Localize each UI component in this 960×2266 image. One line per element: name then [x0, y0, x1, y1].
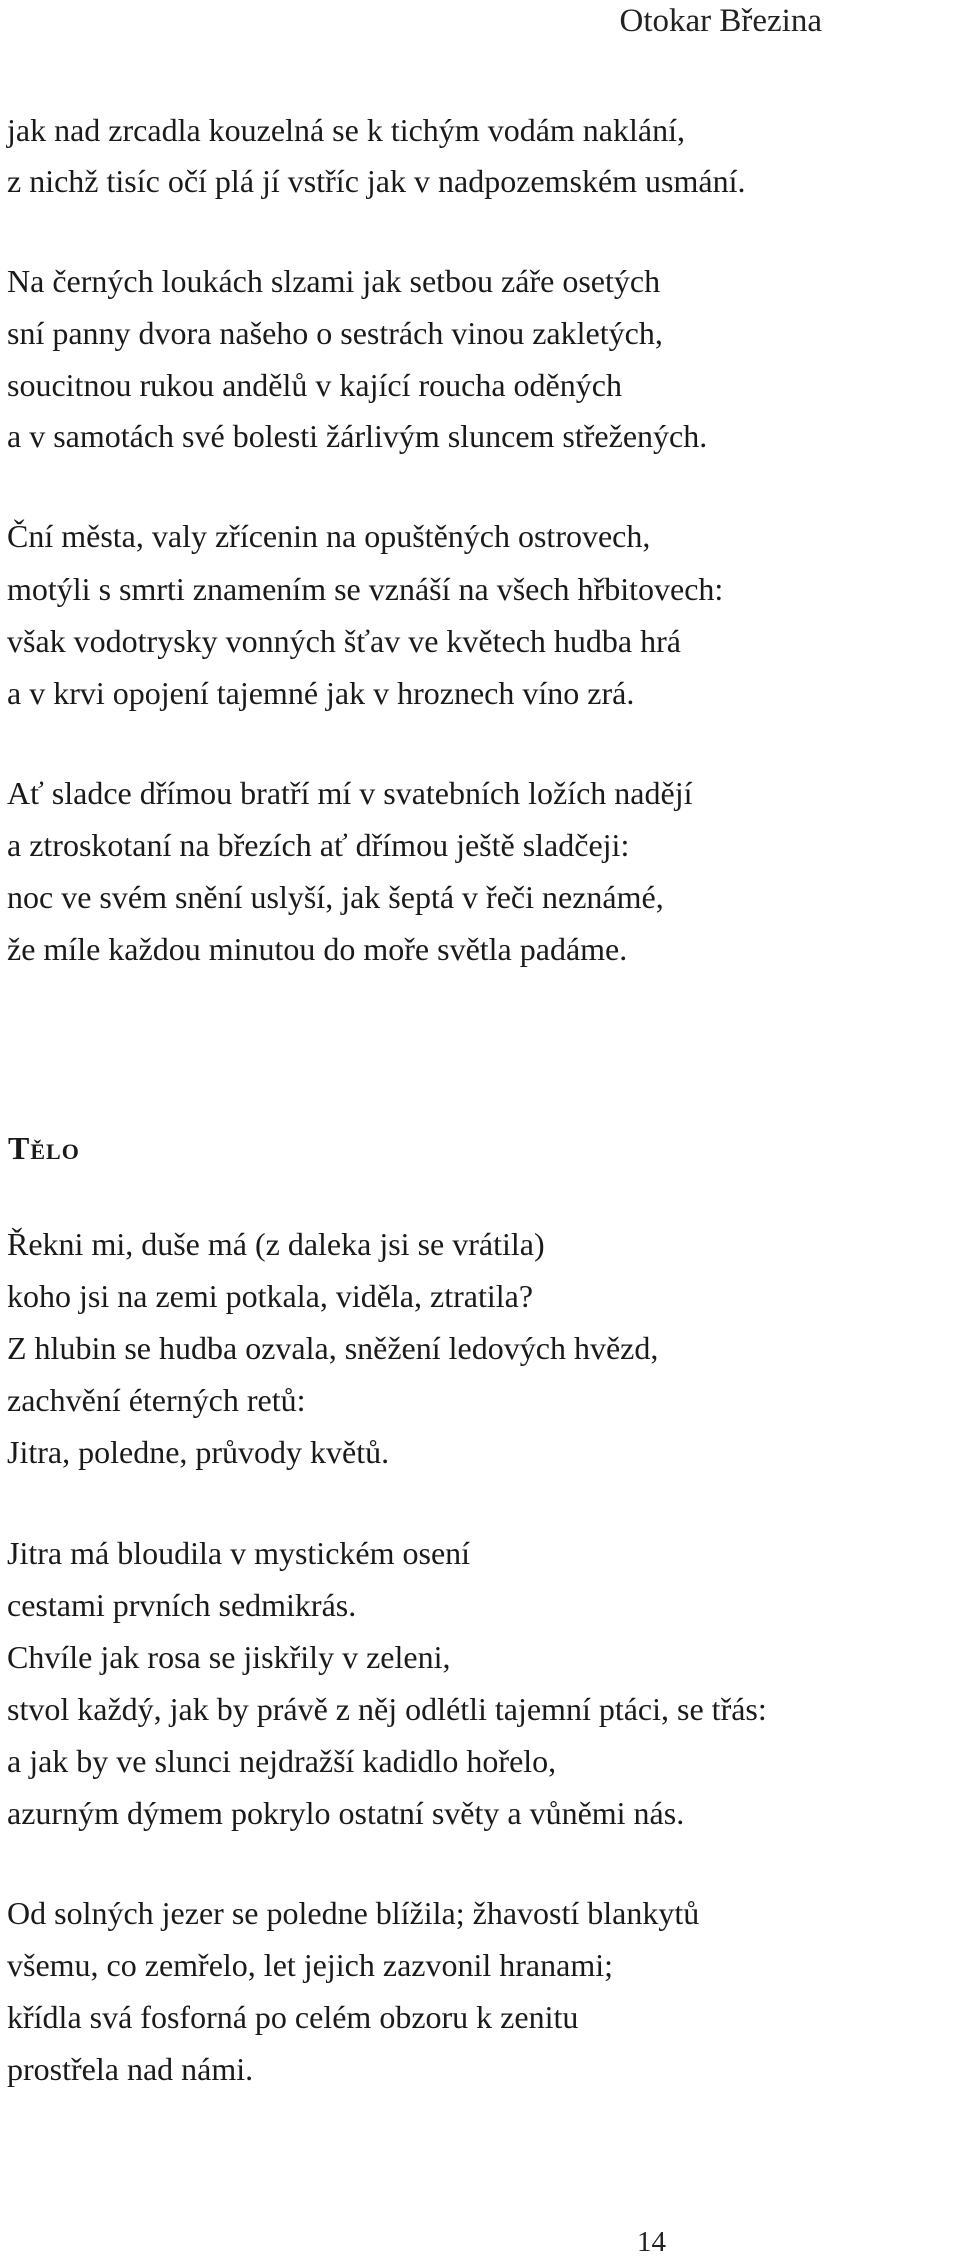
poem-line: a v samotách své bolesti žárlivým sluncem střežených. [7, 418, 708, 454]
poem-line: Ční města, valy zřícenin na opuštěných ostrovech, [7, 518, 651, 554]
page-number: 14 [637, 2226, 666, 2258]
poem-line: z nichž tisíc očí plá jí vstříc jak v nadpozemském usmání. [7, 163, 746, 199]
poem-line: jak nad zrcadla kouzelná se k tichým vodám naklání, [7, 112, 685, 148]
poem-line: sní panny dvora našeho o sestrách vinou zakletých, [7, 315, 663, 351]
poem-line: všemu, co zemřelo, let jejich zazvonil hranami; [7, 1947, 613, 1983]
poem-line: cestami prvních sedmikrás. [7, 1587, 357, 1623]
poem-line: a v krvi opojení tajemné jak v hroznech víno zrá. [7, 675, 635, 711]
poem-line: azurným dýmem pokrylo ostatní světy a vůněmi nás. [7, 1795, 685, 1831]
poem-line: Jitra má bloudila v mystickém osení [7, 1535, 471, 1571]
poem-line: noc ve svém snění uslyší, jak šeptá v řeči neznámé, [7, 879, 664, 915]
poem-line: koho jsi na zemi potkala, viděla, ztratila? [7, 1278, 534, 1314]
poem-line: však vodotrysky vonných šťav ve květech hudba hrá [7, 623, 681, 659]
poem-line: stvol každý, jak by právě z něj odlétli tajemní ptáci, se třás: [7, 1691, 767, 1727]
poem-line: Na černých loukách slzami jak setbou záře osetých [7, 263, 661, 299]
poem-line: motýli s smrti znamením se vznáší na všech hřbitovech: [7, 571, 724, 607]
poem-line: Chvíle jak rosa se jiskřily v zeleni, [7, 1639, 451, 1675]
poem-line: že míle každou minutou do moře světla padáme. [7, 931, 628, 967]
poem-line: Z hlubin se hudba ozvala, sněžení ledových hvězd, [7, 1330, 659, 1366]
running-header-author: Otokar Březina [619, 3, 822, 39]
poem-line: Ať sladce dřímou bratří mí v svatebních ložích nadějí [7, 775, 693, 811]
poem-line: křídla svá fosforná po celém obzoru k zenitu [7, 1999, 579, 2035]
poem-line: Řekni mi, duše má (z daleka jsi se vrátila) [7, 1226, 545, 1262]
poem-line: prostřela nad námi. [7, 2051, 254, 2087]
section-title: Tělo [8, 1130, 80, 1166]
poem-line: zachvění éterných retů: [7, 1382, 306, 1418]
poem-line: Jitra, poledne, průvody květů. [7, 1434, 390, 1470]
poem-line: a jak by ve slunci nejdražší kadidlo hořelo, [7, 1743, 557, 1779]
poem-line: a ztroskotaní na březích ať dřímou ještě sladčeji: [7, 827, 630, 863]
poem-line: Od solných jezer se poledne blížila; žhavostí blankytů [7, 1895, 700, 1931]
poem-line: soucitnou rukou andělů v kající roucha oděných [7, 367, 622, 403]
